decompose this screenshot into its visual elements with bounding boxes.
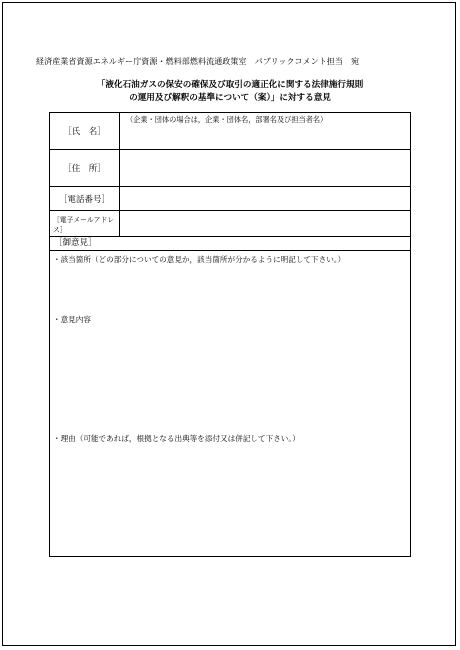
document-title (60, 79, 400, 105)
name-label: ［氏 名］ (50, 113, 120, 149)
item-location: ・該当箇所（どの部分についての意見か，該当箇所が分かるように明記して下さい。） (53, 255, 346, 264)
phone-field[interactable] (120, 187, 410, 210)
comment-form (49, 112, 411, 557)
addressee-line: 経済産業省資源エネルギー庁資源・燃料部燃料流通政策室 パブリックコメント担当 宛 (36, 57, 360, 66)
address-label: ［住 所］ (50, 150, 120, 186)
email-field[interactable] (120, 211, 410, 236)
phone-label: ［電話番号］ (50, 187, 120, 210)
item-content: ・意見内容 (53, 315, 91, 324)
item-reason: ・理由（可能であれば，根拠となる出典等を添付又は併記して下さい。） (53, 434, 300, 443)
opinion-label: ［御意見］ (50, 237, 410, 251)
address-row (50, 150, 410, 187)
title-line-1: 「液化石油ガスの保安の確保及び取引の適正化に関する法律施行規則 (96, 80, 364, 90)
name-row (50, 113, 410, 150)
address-field[interactable] (120, 150, 410, 186)
email-label: ［電子メールアドレス］ (50, 211, 120, 236)
title-line-2: の運用及び解釈の基準について（案）」に対する意見 (129, 93, 331, 103)
name-note: （企業・団体の場合は，企業・団体名，部署名及び担当者名） (126, 115, 328, 124)
name-field[interactable] (120, 113, 410, 149)
email-row (50, 211, 410, 237)
phone-row (50, 187, 410, 211)
